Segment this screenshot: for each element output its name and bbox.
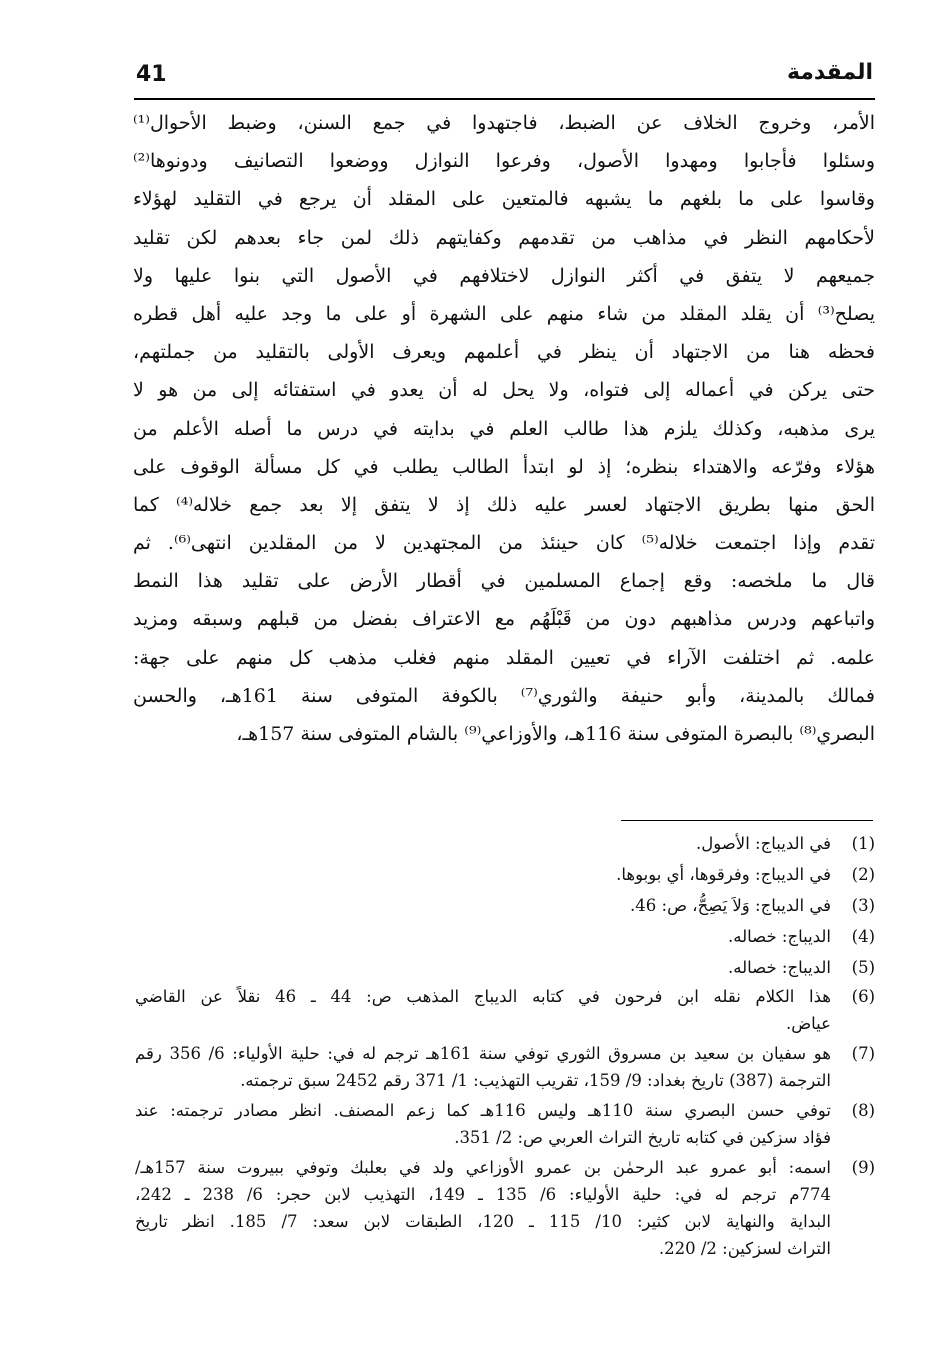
body-line: فمالك بالمدينة، وأبو حنيفة والثوري⁽⁷⁾ بالكوفة المتوفى سنة 161هـ، والحسن [133, 684, 875, 707]
footnote-text: في الديباج: وَلاَ يَصِحُّ، ص: 46. [630, 896, 831, 915]
footnote [135, 952, 875, 983]
page-number: 41 [136, 62, 167, 87]
footnote [135, 859, 875, 890]
body-line: وقاسوا على ما بلغهم ما يشبهه فالمتعين على المقلد أن يرجع في التقليد لهؤلاء [133, 188, 875, 211]
footnote-number: (6) [851, 987, 875, 1006]
footnote-number: (5) [851, 958, 875, 977]
footnote [135, 1154, 875, 1262]
footnote [135, 1097, 875, 1151]
footnote-number: (4) [851, 927, 875, 946]
footnote-text: التراث لسزكين: 2/ 220. [658, 1239, 831, 1258]
footnote-text: البداية والنهاية لابن كثير: 10/ 115 ـ 120، الطبقات لابن سعد: 7/ 185. انظر تاريخ [135, 1212, 831, 1231]
footnote [135, 1040, 875, 1094]
footnote-text: عياض. [785, 1014, 831, 1033]
footnote [135, 890, 875, 921]
footnote [135, 983, 875, 1037]
footnote [135, 921, 875, 952]
footnote-number: (1) [851, 834, 875, 853]
body-line: هؤلاء وفرّعه والاهتداء بنظره؛ إذ لو ابتدأ الطالب يطلب في كل مسألة الوقوف على [133, 455, 875, 478]
page-header [134, 58, 875, 100]
body-line: الأمر، وخروج الخلاف عن الضبط، فاجتهدوا في جمع السنن، وضبط الأحوال⁽¹⁾ [133, 112, 875, 134]
footnote-number: (2) [851, 865, 875, 884]
footnote-separator [621, 820, 873, 821]
footnote-text: اسمه: أبو عمرو عبد الرحمٰن بن عمرو الأوزاعي ولد في بعلبك وتوفي ببيروت سنة 157هـ/ [135, 1158, 831, 1177]
footnote-number: (9) [851, 1158, 875, 1177]
footnote-text: فؤاد سزكين في كتابه تاريخ التراث العربي ص: 2/ 351. [454, 1128, 831, 1147]
footnote-number: (8) [851, 1101, 875, 1120]
running-title: المقدمة [786, 60, 873, 85]
footnote-number: (3) [851, 896, 875, 915]
body-line: علمه. ثم اختلفت الآراء في تعيين المقلد منهم فغلب مذهب كل منهم على جهة: [133, 646, 875, 669]
body-line: تقدم وإذا اجتمعت خلاله⁽⁵⁾ كان حينئذ من المجتهدين لا من المقلدين انتهى⁽⁶⁾. ثم [133, 532, 875, 555]
footnote-text: هو سفيان بن سعيد بن مسروق الثوري توفي سنة 161هـ ترجم له في: حلية الأولياء: 6/ 356 رقم [135, 1044, 831, 1063]
body-line: لأحكامهم النظر في مذاهب من تقدمهم وكفايتهم ذلك لمن جاء بعدهم لكن تقليد [133, 226, 875, 249]
footnotes [135, 828, 875, 1262]
footnote-text: توفي حسن البصري سنة 110هـ وليس 116هـ كما زعم المصنف. انظر مصادر ترجمته: عند [135, 1101, 831, 1120]
footnote-text: في الديباج: وفرقوها، أي بوبوها. [616, 865, 831, 884]
body-text [133, 104, 875, 753]
footnote-text: في الديباج: الأصول. [696, 834, 831, 853]
body-line: جميعهم لا يتفق في أكثر النوازل لاختلافهم في الأصول التي بنوا عليها ولا [133, 264, 875, 287]
body-line: الحق منها بطريق الاجتهاد لعسر عليه ذلك إذ لا يتفق إلا بعد جمع خلاله⁽⁴⁾ كما [133, 493, 875, 516]
body-line: وسئلوا فأجابوا ومهدوا الأصول، وفرعوا النوازل ووضعوا التصانيف ودونوها⁽²⁾ [133, 150, 875, 173]
body-line: حتى يركن في أعماله إلى فتواه، ولا يحل له أن يعدو في استفتائه إلى من هو لا [133, 379, 875, 402]
footnote-text: 774م ترجم له في: حلية الأولياء: 6/ 135 ـ 149، التهذيب لابن حجر: 6/ 238 ـ 242، [135, 1185, 831, 1204]
footnote-text: الترجمة (387) تاريخ بغداد: 9/ 159، تقريب التهذيب: 1/ 371 رقم 2452 سبق ترجمته. [240, 1071, 831, 1090]
body-line: يصلح⁽³⁾ أن يقلد المقلد من شاء منهم على الشهرة أو على ما وجد عليه أهل قطره [133, 302, 875, 325]
footnote-text: الديباج: خصاله. [728, 958, 831, 977]
footnote [135, 828, 875, 859]
body-line: واتباعهم ودرس مذاهبهم دون من قَبْلَهُم مع الاعتراف بفضل من قبلهم وسبقه ومزيد [133, 608, 875, 631]
body-line: قال ما ملخصه: وقع إجماع المسلمين في أقطار الأرض على تقليد هذا النمط [133, 570, 875, 593]
body-line: فحظه هنا من الاجتهاد أن ينظر في أعلمهم ويعرف الأولى بالتقليد من جملتهم، [133, 341, 875, 364]
body-line: البصري⁽⁸⁾ بالبصرة المتوفى سنة 116هـ، والأوزاعي⁽⁹⁾ بالشام المتوفى سنة 157هـ، [236, 723, 875, 745]
footnote-text: هذا الكلام نقله ابن فرحون في كتابه الديباج المذهب ص: 44 ـ 46 نقلاً عن القاضي [135, 987, 831, 1006]
body-line: يرى مذهبه، وكذلك يلزم هذا طالب العلم في بدايته في درس ما أصله الأعلم من [133, 417, 875, 440]
footnote-number: (7) [851, 1044, 875, 1063]
footnote-text: الديباج: خصاله. [728, 927, 831, 946]
